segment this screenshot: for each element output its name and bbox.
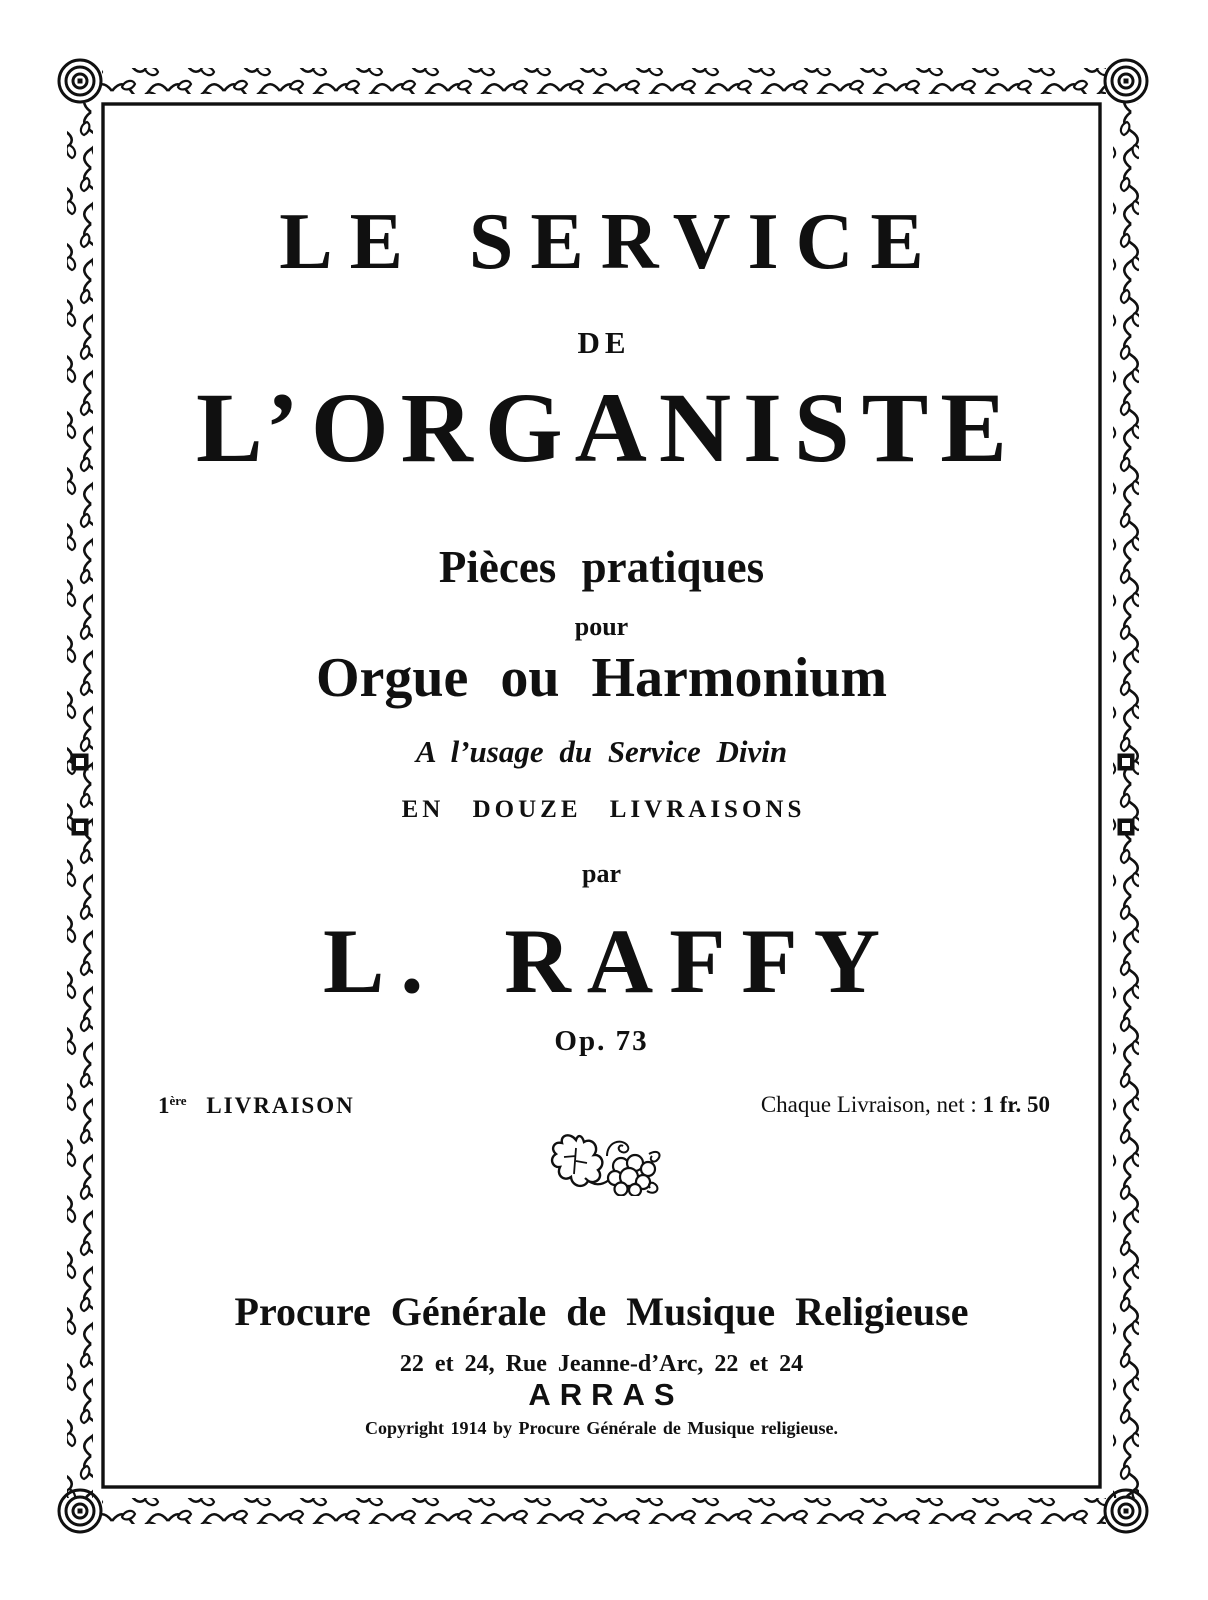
price-value: 1 fr. 50	[982, 1092, 1050, 1117]
square-stud-icon	[1118, 754, 1135, 771]
spiral-rosette-icon	[1105, 1490, 1147, 1532]
spiral-rosette-icon	[59, 60, 101, 102]
price-note	[761, 1093, 1050, 1116]
square-stud-icon	[72, 754, 89, 771]
issue-number: 1	[158, 1093, 170, 1118]
composer-name: L. RAFFY	[322, 910, 897, 1012]
publisher-name: Procure Générale de Musique Religieuse	[234, 1289, 969, 1334]
spiral-rosette-icon	[1105, 60, 1147, 102]
subtitle: Pièces pratiques	[438, 542, 765, 592]
series-note: EN DOUZE LIVRAISONS	[401, 796, 806, 823]
usage-note: A l’usage du Service Divin	[415, 734, 788, 769]
copyright-notice: Copyright 1914 by Procure Générale de Musique religieuse.	[365, 1418, 838, 1438]
instrumentation: Orgue ou Harmonium	[315, 647, 888, 709]
preposition-par: par	[582, 859, 621, 888]
publisher-address: 22 et 24, Rue Jeanne-d’Arc, 22 et 24	[399, 1351, 804, 1377]
square-stud-icon	[72, 819, 89, 836]
title-line1: LE SERVICE	[279, 198, 941, 286]
square-stud-icon	[1118, 819, 1135, 836]
issue-ordinal-suffix: ère	[169, 1093, 187, 1108]
grape-vine-ornament-icon	[549, 1128, 663, 1196]
issue-word: LIVRAISON	[206, 1093, 355, 1118]
price-label: Chaque Livraison, net :	[760, 1092, 977, 1117]
title-connector: DE	[577, 325, 631, 360]
title-line2: L’ORGANISTE	[196, 372, 1019, 483]
preposition-pour: pour	[574, 612, 629, 641]
publisher-city: ARRAS	[528, 1377, 684, 1412]
opus-number: Op. 73	[554, 1025, 649, 1057]
issue-label	[158, 1094, 355, 1117]
spiral-rosette-icon	[59, 1490, 101, 1532]
